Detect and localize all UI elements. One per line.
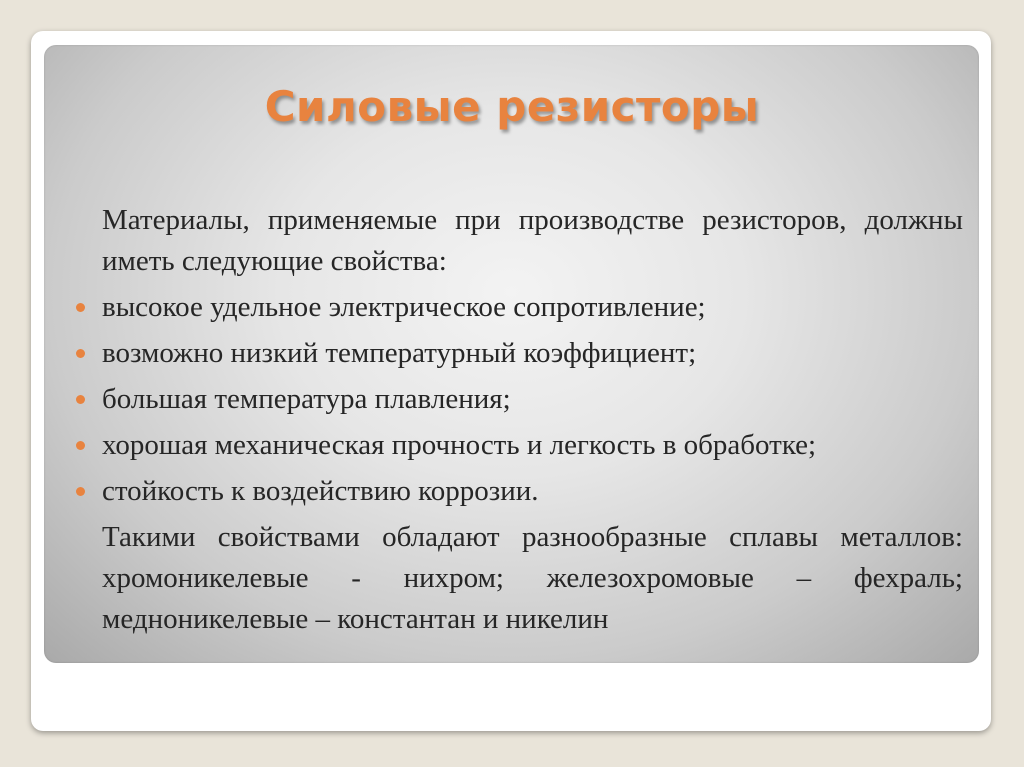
list-item-text: хорошая механическая прочность и легкость в обработке; (102, 429, 817, 461)
list-item-text: большая температура плавления; (102, 383, 511, 415)
list-item (68, 471, 963, 512)
list-item-text: стойкость к воздействию коррозии. (102, 475, 539, 507)
slide-body (68, 200, 963, 640)
bullet-dot-icon (76, 349, 85, 358)
bullet-dot-icon (76, 441, 85, 450)
intro-paragraph: Материалы, применяемые при производстве резисторов, должны иметь следующие свойства: (102, 204, 963, 277)
bullet-dot-icon (76, 303, 85, 312)
list-item (68, 287, 963, 328)
bullet-dot-icon (76, 395, 85, 404)
bullet-list (68, 287, 963, 512)
list-item-text: возможно низкий температурный коэффициент; (102, 337, 697, 369)
slide-title: Силовые резисторы (264, 82, 760, 131)
list-item (68, 379, 963, 420)
bullet-dot-icon (76, 487, 85, 496)
conclusion-paragraph: Такими свойствами обладают разнообразные сплавы металлов: хромоникелевые - нихром; железохромовые – фехраль; медноникелевые – константан и никелин (102, 521, 963, 635)
list-item (68, 425, 963, 466)
list-item (68, 333, 963, 374)
list-item-text: высокое удельное электрическое сопротивление; (102, 291, 706, 323)
